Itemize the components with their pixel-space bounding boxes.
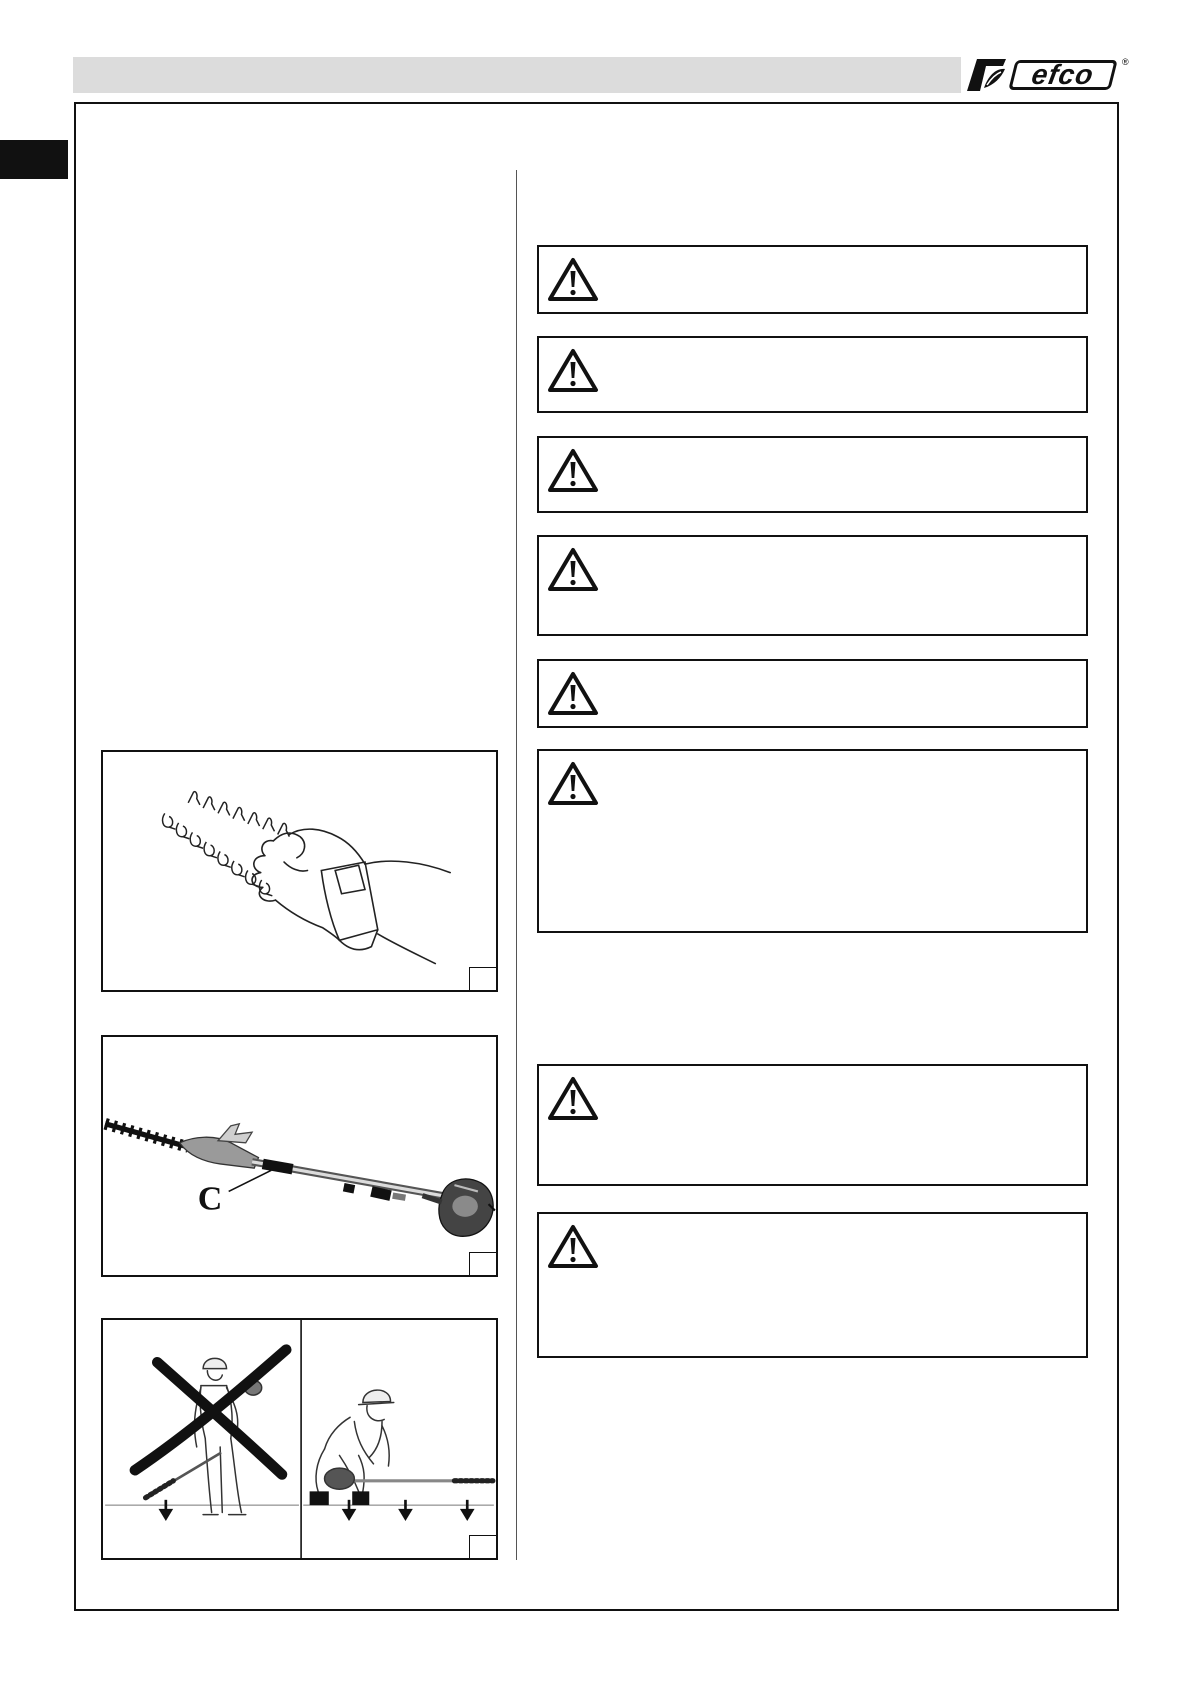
warning-triangle-icon	[547, 546, 599, 593]
warning-box	[537, 659, 1088, 728]
shaft-grip-c	[263, 1164, 293, 1169]
warning-triangle-icon	[547, 670, 599, 717]
warning-triangle-icon	[547, 347, 599, 394]
blade-tooth	[163, 813, 176, 829]
column-divider	[516, 170, 517, 1560]
blade-tooth	[248, 813, 260, 826]
warning-triangle-icon	[547, 447, 599, 494]
figure-pole-hedge-trimmer	[101, 1035, 498, 1277]
registered-mark: ®	[1122, 57, 1129, 67]
correct-posture-figure	[310, 1390, 493, 1505]
trimmer-blade	[105, 1124, 188, 1147]
warning-box	[537, 749, 1088, 933]
warning-triangle-icon	[547, 256, 599, 303]
figure-number-box	[469, 1252, 496, 1275]
figure-gloved-hand-blade	[101, 750, 498, 992]
callout-leader-line	[229, 1170, 272, 1191]
blade-tooth	[218, 802, 230, 815]
section-tab	[0, 140, 68, 179]
down-arrow-icon	[399, 1500, 412, 1520]
blade-tooth	[263, 818, 275, 831]
hedge-blade-teeth	[163, 792, 290, 896]
efco-leaf-logo-icon	[965, 57, 1007, 93]
blade-tooth	[218, 851, 231, 867]
warning-box	[537, 1064, 1088, 1186]
posture-illustration	[103, 1320, 496, 1558]
callout-label-c: C	[197, 1180, 223, 1218]
warning-box	[537, 436, 1088, 513]
figure-number-box	[469, 967, 496, 990]
efco-logo	[965, 57, 1119, 93]
pole-trimmer-illustration	[103, 1037, 496, 1275]
logo-wordmark: efco	[1029, 59, 1097, 90]
warning-triangle-icon	[547, 760, 599, 807]
blade-tooth	[233, 807, 245, 820]
glove-drawing	[252, 829, 450, 963]
figure-working-posture	[101, 1318, 498, 1560]
figure-number-box	[469, 1535, 496, 1558]
warning-triangle-icon	[547, 1223, 599, 1270]
warning-box	[537, 245, 1088, 314]
trimmer-angle-lever	[218, 1124, 252, 1143]
blade-tooth	[232, 861, 245, 877]
logo-wordmark-frame	[1008, 60, 1117, 90]
blade-tooth	[176, 823, 189, 839]
down-arrow-icon	[159, 1500, 172, 1520]
warning-triangle-icon	[547, 1075, 599, 1122]
header-bar	[73, 57, 961, 93]
gloved-hand-illustration	[103, 752, 496, 990]
blade-tooth	[203, 797, 215, 810]
trimmer-engine	[423, 1179, 495, 1236]
down-arrow-icon	[461, 1500, 474, 1520]
warning-box	[537, 535, 1088, 636]
warning-box	[537, 336, 1088, 413]
warning-box	[537, 1212, 1088, 1358]
blade-tooth	[204, 842, 217, 858]
blade-tooth	[190, 832, 203, 848]
blade-tooth	[188, 792, 200, 805]
